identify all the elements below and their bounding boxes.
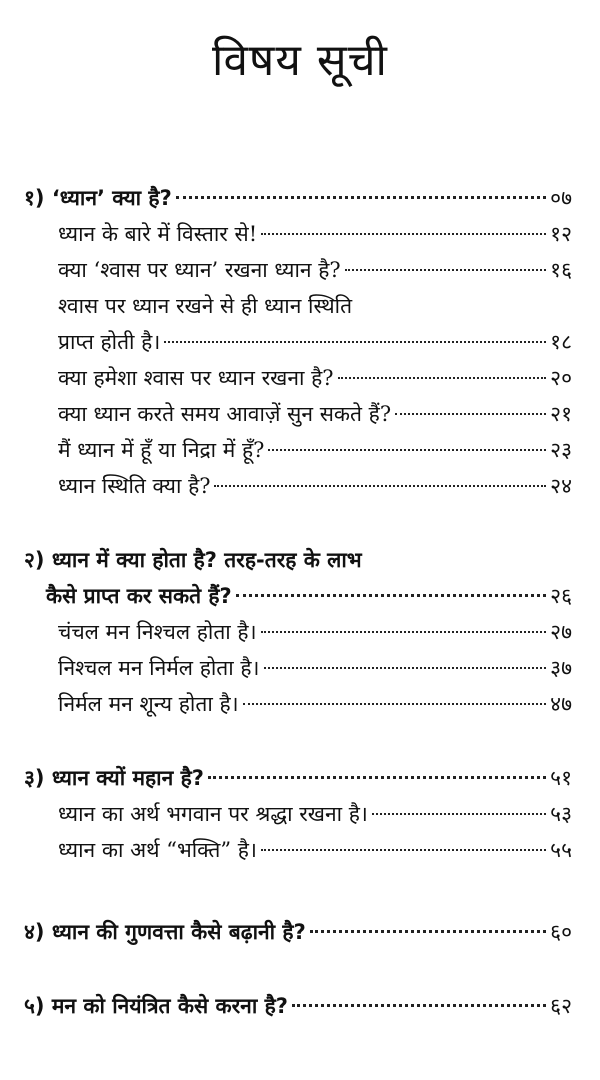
dot-leader [261,631,547,633]
toc-page-number: ५१ [550,766,572,790]
toc-page-number: ३७ [550,656,572,680]
toc-entry-row[interactable] [24,650,572,686]
dot-leader [345,269,547,271]
toc-page-number: २३ [550,438,572,462]
section-spacer [24,868,572,914]
toc-page-number: २६ [550,584,572,608]
toc-entry-label: ध्यान का अर्थ भगवान पर श्रद्धा रखना है। [58,802,368,826]
toc-page-number: १८ [550,330,572,354]
toc-page-number: ६२ [550,994,572,1018]
toc-entry-label: निर्मल मन शून्य होता है। [58,692,239,716]
toc-entry-row[interactable] [24,832,572,868]
toc-page-number: १६ [550,258,572,282]
toc-page-number: २७ [550,620,572,644]
dot-leader [243,703,547,705]
toc-entry-label: क्या हमेशा श्वास पर ध्यान रखना है? [58,366,334,390]
dot-leader [292,1004,546,1007]
toc-entry-row[interactable] [24,252,572,288]
section-spacer [24,504,572,542]
toc-heading-row[interactable] [24,988,572,1024]
toc-section-4 [24,914,572,950]
dot-leader [208,776,546,779]
toc-page-number: २४ [550,474,572,498]
toc-heading-label: १) ‘ध्यान’ क्या है? [24,186,172,210]
toc-heading-label: ५) मन को नियंत्रित कैसे करना है? [24,994,288,1018]
toc-page-number: ५५ [550,838,572,862]
toc-entry-label: निश्चल मन निर्मल होता है। [58,656,260,680]
toc-section-1 [24,180,572,504]
toc-entry-row[interactable] [24,686,572,722]
toc-entry-label: क्या ध्यान करते समय आवाज़ें सुन सकते हैं? [58,402,392,426]
table-of-contents [24,180,572,1024]
toc-page-number: २० [550,366,572,390]
toc-section-2 [24,542,572,722]
toc-entry-label: मैं ध्यान में हूँ या निद्रा में हूँ? [58,438,265,462]
toc-page-number: ४७ [550,692,572,716]
toc-heading-label: ३) ध्यान क्यों महान है? [24,766,204,790]
dot-leader [264,667,547,669]
toc-page-number: ६० [550,920,572,944]
toc-section-5 [24,988,572,1024]
toc-entry-label: प्राप्त होती है। [58,330,161,354]
toc-entry-label: ध्यान का अर्थ “भक्ति” है। [58,838,257,862]
toc-entry-row[interactable] [24,360,572,396]
toc-heading-row[interactable] [24,914,572,950]
toc-heading-label: २) ध्यान में क्या होता है? तरह-तरह के लाभ [24,548,362,572]
dot-leader [164,341,546,343]
dot-leader [372,813,546,815]
dot-leader [236,594,546,597]
toc-entry-label: चंचल मन निश्चल होता है। [58,620,257,644]
toc-entry-label: श्वास पर ध्यान रखने से ही ध्यान स्थिति [58,294,353,318]
dot-leader [214,485,546,487]
toc-entry-row[interactable] [24,324,572,360]
toc-page-number: १२ [550,222,572,246]
toc-entry-row[interactable] [24,614,572,650]
toc-page-number: ५३ [550,802,572,826]
dot-leader [261,233,546,235]
toc-page-number: २१ [550,402,572,426]
dot-leader [395,413,546,415]
toc-entry-row[interactable] [24,796,572,832]
toc-entry-label: ध्यान के बारे में विस्तार से! [58,222,258,246]
toc-heading-label: कैसे प्राप्त कर सकते हैं? [46,584,232,608]
toc-entry-row[interactable] [24,432,572,468]
toc-entry-row[interactable] [24,216,572,252]
toc-heading-row[interactable] [24,760,572,796]
toc-page-number: ०७ [550,186,572,210]
toc-entry-label: ध्यान स्थिति क्या है? [58,474,211,498]
toc-entry-row[interactable] [24,396,572,432]
section-spacer [24,722,572,760]
toc-heading-row[interactable] [24,180,572,216]
toc-entry-label: क्या ‘श्वास पर ध्यान’ रखना ध्यान है? [58,258,341,282]
dot-leader [268,449,546,451]
dot-leader [261,849,546,851]
toc-section-3 [24,760,572,868]
page-title: विषय सूची [212,35,388,86]
toc-heading-label: ४) ध्यान की गुणवत्ता कैसे बढ़ानी है? [24,920,306,944]
toc-heading-row[interactable] [24,578,572,614]
dot-leader [310,930,546,933]
toc-heading-row-first-line[interactable] [24,542,572,578]
dot-leader [338,377,547,379]
toc-entry-row-first-line[interactable] [24,288,572,324]
dot-leader [176,196,546,199]
toc-entry-row[interactable] [24,468,572,504]
section-spacer [24,950,572,988]
